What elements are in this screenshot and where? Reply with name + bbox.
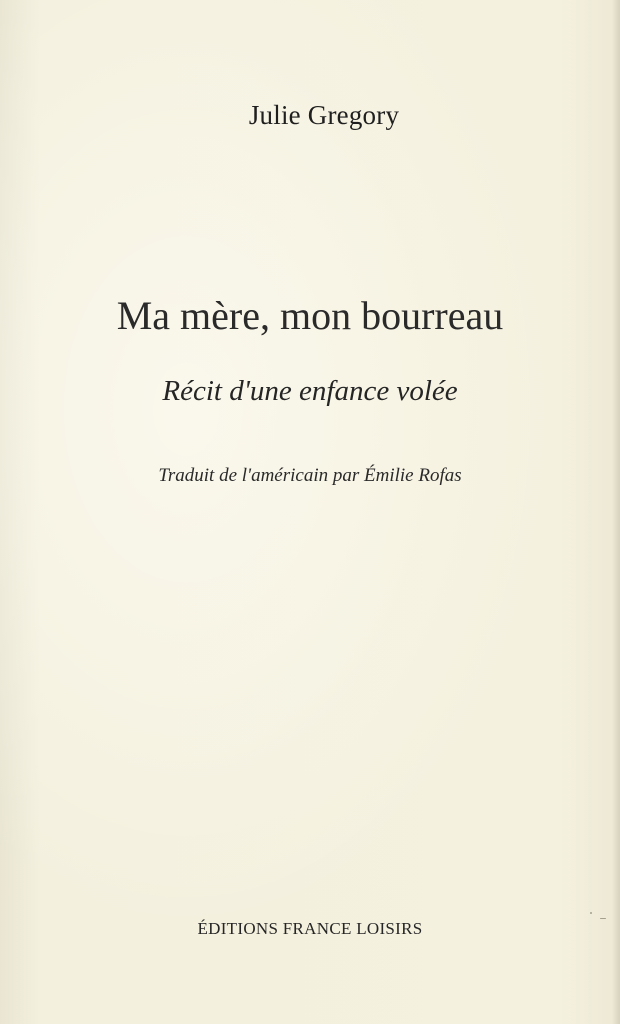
translator-credit: Traduit de l'américain par Émilie Rofas — [158, 465, 462, 486]
book-title: Ma mère, mon bourreau — [116, 293, 504, 338]
paper-speck — [600, 918, 606, 919]
book-subtitle: Récit d'une enfance volée — [162, 375, 458, 407]
publisher-name: ÉDITIONS FRANCE LOISIRS — [197, 919, 423, 938]
paper-speck — [590, 912, 592, 914]
author-name: Julie Gregory — [248, 100, 400, 130]
